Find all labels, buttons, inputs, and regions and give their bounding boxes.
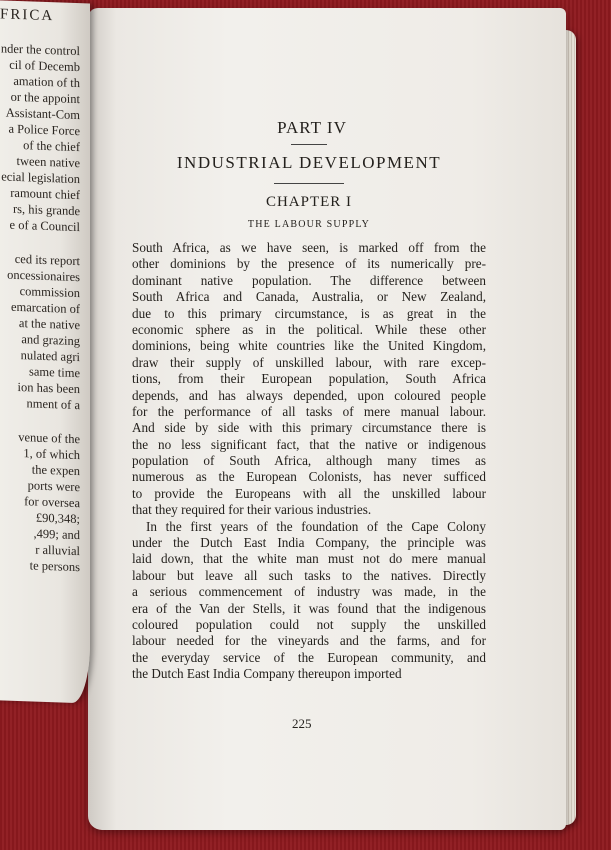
text-line: population of South Africa, although many times as [132,453,486,469]
text-line: era of the Van der Stells, it was found that the indigenous [132,600,486,616]
text-line: for oversea [24,494,80,511]
left-page-text [0,40,80,575]
divider-rule [291,144,327,145]
text-line: te persons [29,558,80,575]
text-line: a serious commencement of industry was made, in the [132,584,486,600]
text-line: cil of Decemb [9,57,80,75]
text-line: due to this primary circumstance, is as great in the [132,305,486,321]
text-line: South Africa and Canada, Australia, or New Zealand, [132,289,486,305]
chapter-title: THE LABOUR SUPPLY [247,219,371,230]
text-line: £90,348; [35,510,80,527]
text-line: ,499; and [33,526,80,543]
text-line: tions, from their European population, South Africa [132,371,486,387]
text-line: same time [28,364,80,381]
text-line: commission [19,284,80,301]
paragraph [132,240,486,519]
text-line: under the Dutch East India Company, the principle was [132,535,486,551]
text-line: nulated agri [20,348,80,365]
left-page-running-head: FRICA [0,6,55,25]
text-line: And side by side with this primary circumstance there is [132,420,486,436]
text-line: other dominions by the presence of its numerically pre- [132,256,486,272]
paragraph [132,519,486,683]
text-line: ports were [27,478,80,495]
text-line: amation of th [13,73,80,91]
text-line: 1, of which [23,446,80,463]
text-line: ecial legislation [1,169,80,187]
text-line: for the performance of all tasks of mere manual labour. [132,403,486,419]
text-line: of the chief [23,138,80,155]
part-title: INDUSTRIAL DEVELOPMENT [176,153,442,172]
text-line: venue of the [18,429,80,447]
text-line: at the native [18,316,80,333]
page-content [132,118,486,683]
text-line: ced its report [14,251,80,269]
text-line: tween native [16,153,80,171]
text-line: the everyday service of the European community, and [132,649,486,665]
text-line: and grazing [21,332,80,349]
text-line: South Africa, as we have seen, is marked off from the [132,240,486,255]
page-number: 225 [292,716,312,731]
text-line: oncessionaires [7,267,80,285]
text-line: the no less significant fact, that the native or indigenous [132,436,486,452]
text-line: numerous as the European Colonists, has never sufficed [132,469,486,485]
text-line: In the first years of the foundation of the Cape Colony [146,518,486,534]
text-line: Assistant-Com [5,105,80,123]
text-line: labour but leave all such tasks to the natives. Directly [132,567,486,583]
text-line: the Dutch East India Company thereupon imported [132,666,402,682]
left-page [0,0,90,703]
text-line: nder the control [0,41,80,59]
text-line: ion has been [17,379,80,397]
text-line: rs, his grande [13,201,80,219]
part-label: PART IV [277,118,347,137]
text-line: the expen [31,462,80,479]
text-line: ramount chief [10,185,80,203]
text-line: e of a Council [9,217,80,235]
text-line: coloured population could not supply the unskilled [132,616,486,632]
text-line: laid down, that the white man must not do mere manual [132,551,486,567]
text-line: dominant native population. The difference between [132,272,486,288]
text-line: emarcation of [10,299,80,317]
text-line: to provide the Europeans with all the unskilled labour [132,485,486,501]
text-line: labour needed for the vineyards and the farms, and for [132,633,486,649]
text-line: that they required for their various industries. [132,502,372,518]
text-line: r alluvial [35,542,80,559]
text-line: nment of a [26,396,80,413]
text-line: dominions, being white countries like the United Kingdom, [132,338,486,354]
text-line: or the appoint [10,89,80,107]
text-line: a Police Force [8,121,80,139]
chapter-label: CHAPTER I [265,194,353,210]
text-line: depends, and has always depended, upon coloured people [132,387,486,403]
divider-rule [274,183,344,184]
text-line: economic sphere as in the political. While these other [132,321,486,337]
text-line: draw their supply of unskilled labour, with rare excep- [132,354,486,370]
